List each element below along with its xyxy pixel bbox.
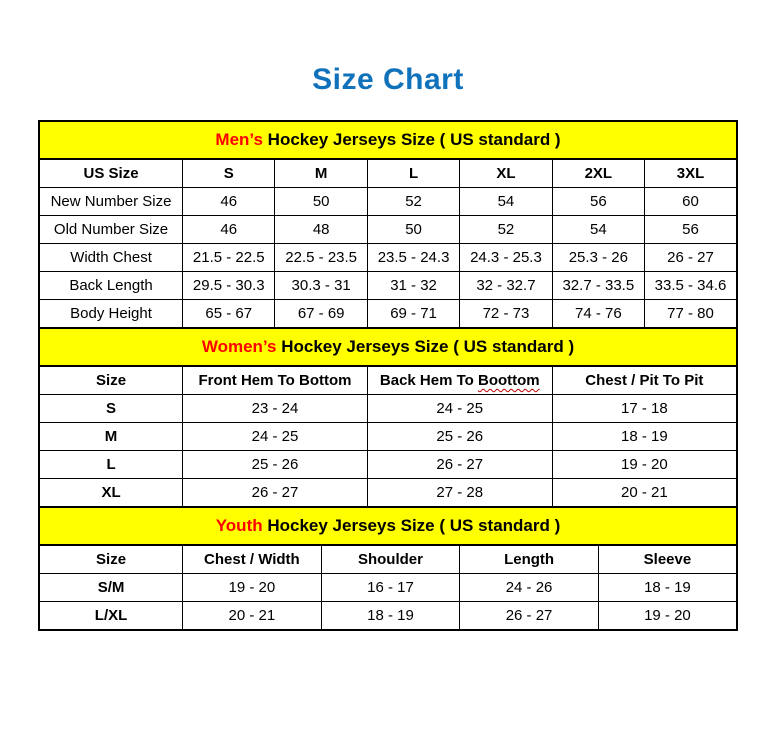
womens-size-table <box>38 365 738 508</box>
table-cell: 46 <box>183 188 275 216</box>
table-cell: 72 - 73 <box>460 300 552 329</box>
table-cell: 26 - 27 <box>183 479 368 508</box>
table-row <box>39 244 737 272</box>
table-row <box>39 300 737 329</box>
table-cell: 50 <box>367 216 459 244</box>
table-cell: 22.5 - 23.5 <box>275 244 367 272</box>
youth-section-header-band <box>38 506 738 546</box>
table-cell: 19 - 20 <box>552 451 737 479</box>
womens-highlight-label: Women’s <box>201 337 277 356</box>
row-label: Width Chest <box>39 244 183 272</box>
table-cell: 24.3 - 25.3 <box>460 244 552 272</box>
youth-header-row <box>39 545 737 574</box>
table-row <box>39 216 737 244</box>
table-cell: 17 - 18 <box>552 395 737 423</box>
column-header: Shoulder <box>321 545 460 574</box>
table-cell: 25 - 26 <box>183 451 368 479</box>
table-cell: 50 <box>275 188 367 216</box>
table-cell: 60 <box>645 188 737 216</box>
table-cell: 77 - 80 <box>645 300 737 329</box>
column-header <box>367 366 552 395</box>
table-cell: 46 <box>183 216 275 244</box>
column-header: Length <box>460 545 599 574</box>
column-header: Chest / Width <box>183 545 322 574</box>
row-label: S/M <box>39 574 183 602</box>
table-cell: 32.7 - 33.5 <box>552 272 644 300</box>
table-cell: 27 - 28 <box>367 479 552 508</box>
page-title: Size Chart <box>312 63 464 96</box>
table-cell: 25.3 - 26 <box>552 244 644 272</box>
column-header: M <box>275 159 367 188</box>
table-cell: 69 - 71 <box>367 300 459 329</box>
column-header: 3XL <box>645 159 737 188</box>
table-row <box>39 272 737 300</box>
column-header: Sleeve <box>598 545 737 574</box>
table-row <box>39 395 737 423</box>
column-header: XL <box>460 159 552 188</box>
womens-header-row <box>39 366 737 395</box>
table-cell: 48 <box>275 216 367 244</box>
table-cell: 30.3 - 31 <box>275 272 367 300</box>
column-header: Front Hem To Bottom <box>183 366 368 395</box>
table-row <box>39 188 737 216</box>
table-cell: 19 - 20 <box>183 574 322 602</box>
table-cell: 19 - 20 <box>598 602 737 631</box>
row-label: Old Number Size <box>39 216 183 244</box>
table-cell: 16 - 17 <box>321 574 460 602</box>
row-label: M <box>39 423 183 451</box>
womens-band-text: Hockey Jerseys Size ( US standard ) <box>276 337 575 356</box>
table-cell: 65 - 67 <box>183 300 275 329</box>
row-label: L <box>39 451 183 479</box>
size-chart-tables <box>38 120 738 631</box>
table-cell: 54 <box>552 216 644 244</box>
row-label: L/XL <box>39 602 183 631</box>
misspelled-word: Boottom <box>477 372 540 389</box>
table-cell: 24 - 25 <box>183 423 368 451</box>
table-cell: 24 - 25 <box>367 395 552 423</box>
row-label: XL <box>39 479 183 508</box>
mens-header-row <box>39 159 737 188</box>
table-row <box>39 451 737 479</box>
mens-highlight-label: Men’s <box>215 130 263 149</box>
column-header-text: Back Hem To <box>379 372 478 389</box>
row-label: New Number Size <box>39 188 183 216</box>
table-cell: 24 - 26 <box>460 574 599 602</box>
table-row <box>39 479 737 508</box>
column-header: 2XL <box>552 159 644 188</box>
row-label: Body Height <box>39 300 183 329</box>
column-header: Size <box>39 545 183 574</box>
table-cell: 56 <box>645 216 737 244</box>
mens-section-header-band <box>38 120 738 160</box>
column-header: L <box>367 159 459 188</box>
table-cell: 74 - 76 <box>552 300 644 329</box>
womens-section-header-band <box>38 327 738 367</box>
table-cell: 52 <box>367 188 459 216</box>
table-cell: 26 - 27 <box>645 244 737 272</box>
size-chart-page <box>0 62 776 631</box>
table-cell: 23.5 - 24.3 <box>367 244 459 272</box>
table-cell: 56 <box>552 188 644 216</box>
table-cell: 18 - 19 <box>321 602 460 631</box>
table-row <box>39 574 737 602</box>
table-cell: 67 - 69 <box>275 300 367 329</box>
column-header: Chest / Pit To Pit <box>552 366 737 395</box>
table-cell: 33.5 - 34.6 <box>645 272 737 300</box>
table-cell: 18 - 19 <box>598 574 737 602</box>
column-header: S <box>183 159 275 188</box>
table-cell: 26 - 27 <box>460 602 599 631</box>
column-header: Size <box>39 366 183 395</box>
row-label: Back Length <box>39 272 183 300</box>
table-cell: 18 - 19 <box>552 423 737 451</box>
table-cell: 52 <box>460 216 552 244</box>
column-header: US Size <box>39 159 183 188</box>
table-cell: 20 - 21 <box>552 479 737 508</box>
table-row <box>39 423 737 451</box>
youth-size-table <box>38 544 738 631</box>
table-cell: 21.5 - 22.5 <box>183 244 275 272</box>
table-cell: 25 - 26 <box>367 423 552 451</box>
table-cell: 29.5 - 30.3 <box>183 272 275 300</box>
table-cell: 26 - 27 <box>367 451 552 479</box>
youth-highlight-label: Youth <box>215 516 263 535</box>
mens-size-table <box>38 158 738 329</box>
table-cell: 23 - 24 <box>183 395 368 423</box>
table-cell: 54 <box>460 188 552 216</box>
youth-band-text: Hockey Jerseys Size ( US standard ) <box>262 516 561 535</box>
table-row <box>39 602 737 631</box>
mens-band-text: Hockey Jerseys Size ( US standard ) <box>262 130 561 149</box>
table-cell: 20 - 21 <box>183 602 322 631</box>
row-label: S <box>39 395 183 423</box>
table-cell: 31 - 32 <box>367 272 459 300</box>
table-cell: 32 - 32.7 <box>460 272 552 300</box>
